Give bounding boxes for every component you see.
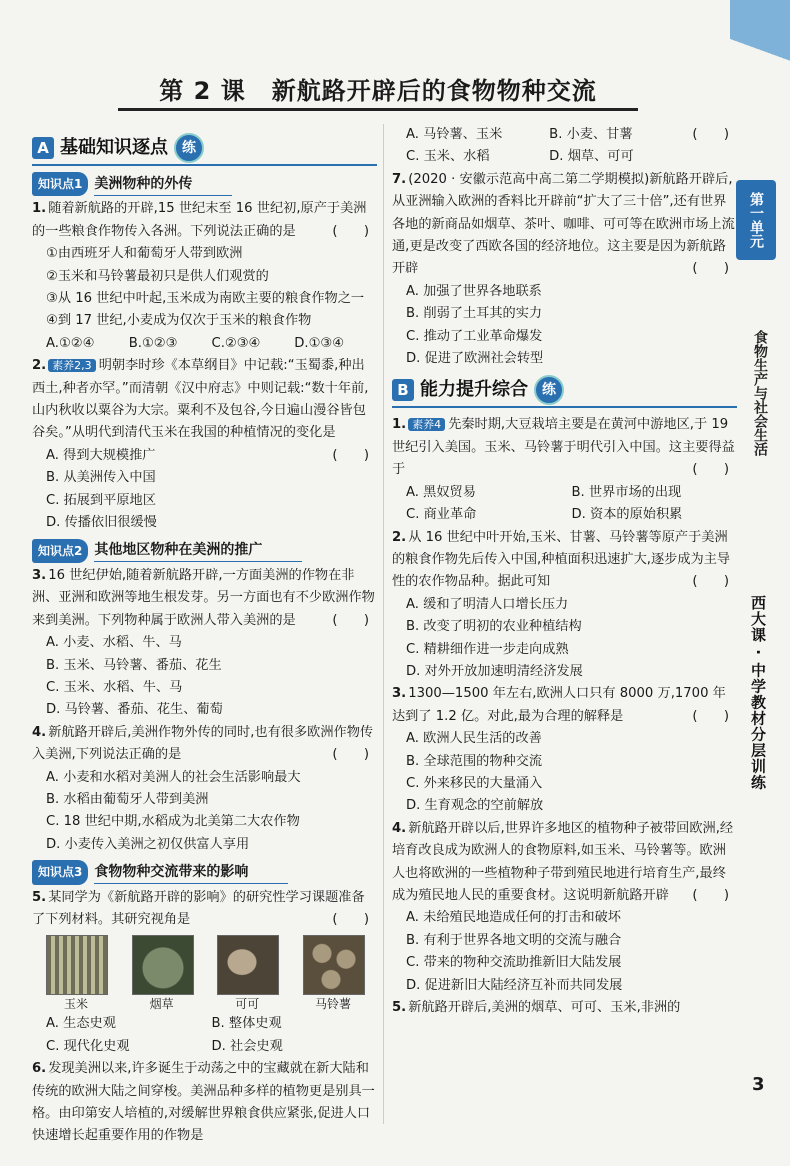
caption: 烟草 [149,997,174,1012]
lesson-title-text: 新航路开辟后的食物物种交流 [271,76,597,105]
option-b: B. 从美洲传入中国 [46,470,156,486]
option-b: B. 小麦、甘薯 [549,127,633,142]
lesson-title [118,68,638,111]
option-c: C. 商业革命 [406,507,477,523]
question-6-end [392,124,737,169]
answer-paren: ( ) [332,747,369,763]
answer-paren: ( ) [692,127,729,142]
column-divider [383,124,384,1124]
option-b: B. 水稻由葡萄牙人带到美洲 [46,791,209,807]
answer-paren: ( ) [692,261,729,277]
answer-paren: ( ) [332,223,369,239]
option-b: B. 削弱了土耳其的实力 [406,306,543,322]
question-number: 6. [32,1061,47,1077]
option-d: D. 小麦传入美洲之初仅供富人享用 [46,836,250,852]
options [392,482,737,527]
option-a: A. 得到大规模推广 [46,447,156,463]
statement: ①由西班牙人和葡萄牙人带到欧洲 [46,246,243,262]
unit-topic: 食物生产与社会生活 [752,330,768,456]
answer-paren: ( ) [692,574,729,590]
option-a: A. 生态史观 [46,1016,116,1032]
question-text: 16 世纪伊始,随着新航路开辟,一方面美洲的作物在非洲、亚洲和欧洲等地生根发芽。另一方面也有不少欧洲作物来到美洲。下列物种属于欧洲人带入美洲的是 [32,567,375,628]
section-b-header [392,374,737,408]
question-text: 明朝李时珍《本草纲目》中记载:“玉蜀黍,种出西土,种者亦罕。”而清朝《汉中府志》中则记载:“数十年前,山内秋收以粟谷为大宗。粟利不及包谷,今日遍山漫谷皆包谷矣。”从明代到清代玉米在我国的种植情况的变化是 [32,358,369,441]
option-d: D. 传播依旧很缓慢 [46,515,157,531]
option-b: B. 全球范围的物种交流 [406,753,543,769]
options [32,1013,377,1058]
option-d: D. 对外开放加速明清经济发展 [406,663,583,679]
kp-tag: 知识点1 [32,172,88,196]
question-text: 新航路开辟以后,世界许多地区的植物种子被带回欧洲,经培育改良成为欧洲人的食物原料,如玉米、马铃薯等。欧洲人也将欧洲的一些植物种子带到殖民地进行培育生产,最终成为殖民地人民的重要食材。这说明新航路开辟 [392,820,734,903]
cocoa-photo [217,935,279,995]
corner-decoration [730,0,790,130]
caption: 可可 [235,997,260,1012]
option-b: B.①②③ [128,335,178,351]
options [392,124,692,169]
question-number: 2. [392,529,407,545]
section-b-letter: B [392,379,414,401]
question-text: 发现美洲以来,许多诞生于动荡之中的宝藏就在新大陆和传统的欧洲大陆之间穿梭。美洲品种多样的植物更是别具一格。由印第安人培植的,对缓解世界粮食供应紧张,促进人口快速增长起重要作用的作物是 [32,1061,375,1144]
series-brand: 西大课 · 中学教材分层训练 [749,595,767,791]
answer-paren: ( ) [692,462,729,478]
knowledge-point-2 [32,539,377,563]
answer-paren: ( ) [332,447,369,463]
answer-paren: ( ) [332,612,369,628]
question-text: 某同学为《新航路开辟的影响》的研究性学习课题准备了下列材料。其研究视角是 [32,889,365,927]
image-row [32,931,377,1013]
option-a: A. 马铃薯、玉米 [406,127,503,142]
question-number: 1. [32,201,47,217]
kp-tag: 知识点3 [32,860,88,884]
section-a-title: 基础知识逐点 [60,136,168,158]
option-d: D. 马铃薯、番茄、花生、葡萄 [46,702,223,718]
answer-paren: ( ) [332,912,369,927]
corn-photo [46,935,108,995]
statement: ②玉米和马铃薯最初只是供人们观赏的 [46,268,269,284]
option-c: C. 现代化史观 [46,1038,130,1054]
cocoa-figure [217,935,277,1013]
question-text: 新航路开辟后,美洲作物外传的同时,也有很多欧洲作物传入美洲,下列说法正确的是 [32,724,374,763]
knowledge-point-1 [32,172,377,196]
option-d: D. 烟草、可可 [549,149,634,165]
corn-figure [46,935,106,1013]
knowledge-point-3 [32,860,377,884]
question-b4 [392,818,737,997]
page-number: 3 [752,1074,765,1095]
question-2 [32,355,377,534]
option-d: D. 促进新旧大陆经济互补而共同发展 [406,977,623,993]
question-7 [392,169,737,371]
question-number: 2. [32,358,47,374]
statement: ④到 17 世纪,小麦成为仅次于玉米的粮食作物 [46,313,312,329]
kp-title: 其他地区物种在美洲的推广 [94,539,302,562]
question-text: (2020 · 安徽示范高中高二第二学期模拟)新航路开辟后,从亚洲输入欧洲的香料比开辟前“扩大了三十倍”,还有世界各地的新商品如烟草、茶叶、咖啡、可可等在欧洲市场上流通,更是改变了西欧各国的经济地位。这主要是因为新航路开辟 [392,171,735,277]
question-3 [32,565,377,722]
options [32,333,377,355]
kp-title: 美洲物种的外传 [94,173,232,196]
question-b2 [392,527,737,684]
question-b5-start [392,997,737,1019]
option-d: D. 资本的原始积累 [571,507,683,523]
question-number: 5. [32,889,47,905]
option-a: A. 小麦和水稻对美洲人的社会生活影响最大 [46,769,301,785]
option-b: B. 玉米、马铃薯、番茄、花生 [46,657,222,673]
option-c: C. 外来移民的大量涌入 [406,775,543,791]
tobacco-photo [132,935,194,995]
option-a: A. 加强了世界各地联系 [406,283,542,299]
question-b3 [392,683,737,817]
potato-photo [303,935,365,995]
statement: ③从 16 世纪中叶起,玉米成为南欧主要的粮食作物之一 [46,291,365,307]
question-number: 1. [392,417,407,433]
practice-badge: 练 [174,133,204,163]
kp-title: 食物物种交流带来的影响 [94,861,288,884]
option-b: B. 改变了明初的农业种植结构 [406,619,582,635]
question-number: 3. [32,567,47,583]
option-b: B. 世界市场的出现 [571,484,682,500]
option-c: C.②③④ [211,335,261,351]
unit-tab: 第一单元 [736,180,776,260]
question-b1 [392,414,737,526]
option-a: A. 小麦、水稻、牛、马 [46,635,182,651]
tobacco-figure [132,935,192,1013]
question-number: 4. [32,724,47,740]
competency-badge: 素养2,3 [48,359,96,372]
option-d: D. 社会史观 [211,1038,283,1054]
section-a-header [32,132,377,166]
question-text: 从 16 世纪中叶开始,玉米、甘薯、马铃薯等原产于美洲的粮食作物先后传入中国,种植面积迅速扩大,逐步成为主导性的农作物品种。据此可知 [392,529,731,590]
question-1 [32,198,377,355]
option-c: C. 玉米、水稻、牛、马 [46,679,183,695]
question-number: 5. [392,1000,407,1016]
caption: 玉米 [63,997,88,1012]
kp-tag: 知识点2 [32,539,88,563]
question-6-start [32,1058,377,1148]
right-column [392,124,737,1019]
question-4 [32,722,377,856]
question-number: 4. [392,820,407,836]
option-a: A.①②④ [46,335,95,351]
section-a-letter: A [32,137,54,159]
option-d: D.①③④ [294,335,345,351]
option-c: C. 玉米、水稻 [406,149,490,165]
option-a: A. 黑奴贸易 [406,484,476,500]
option-d: D. 生育观念的空前解放 [406,798,544,814]
option-a: A. 缓和了明清人口增长压力 [406,596,569,612]
question-5 [32,887,377,1059]
answer-paren: ( ) [692,708,729,724]
option-a: A. 未给殖民地造成任何的打击和破坏 [406,910,621,926]
answer-paren: ( ) [692,888,729,903]
option-c: C. 带来的物种交流助推新旧大陆发展 [406,955,622,971]
option-d: D. 促进了欧洲社会转型 [406,351,544,367]
section-b-title: 能力提升综合 [420,379,528,401]
lesson-number: 第 2 课 [159,76,246,105]
option-b: B. 整体史观 [211,1016,282,1032]
left-column [32,128,377,1148]
competency-badge: 素养4 [408,418,445,431]
practice-badge: 练 [534,375,564,405]
question-text: 随着新航路的开辟,15 世纪末至 16 世纪初,原产于美洲的一些粮食作物传入各洲。下列说法正确的是 [32,201,367,239]
option-c: C. 拓展到平原地区 [46,492,156,508]
option-c: C. 推动了工业革命爆发 [406,328,543,344]
question-number: 3. [392,686,407,702]
caption: 马铃薯 [314,997,351,1012]
option-b: B. 有利于世界各地文明的交流与融合 [406,932,622,948]
option-c: C. 18 世纪中期,水稻成为北美第二大农作物 [46,814,300,830]
question-number: 7. [392,171,407,187]
question-text: 1300—1500 年左右,欧洲人口只有 8000 万,1700 年达到了 1.2 亿。对此,最为合理的解释是 [392,686,726,724]
question-text: 先秦时期,大豆栽培主要是在黄河中游地区,于 19 世纪引入美国。玉米、马铃薯于明代引入中国。这主要得益于 [392,417,735,478]
potato-figure [303,935,363,1013]
option-c: C. 精耕细作进一步走向成熟 [406,641,569,657]
question-text: 新航路开辟后,美洲的烟草、可可、玉米,非洲的 [408,1000,681,1016]
option-a: A. 欧洲人民生活的改善 [406,731,542,747]
